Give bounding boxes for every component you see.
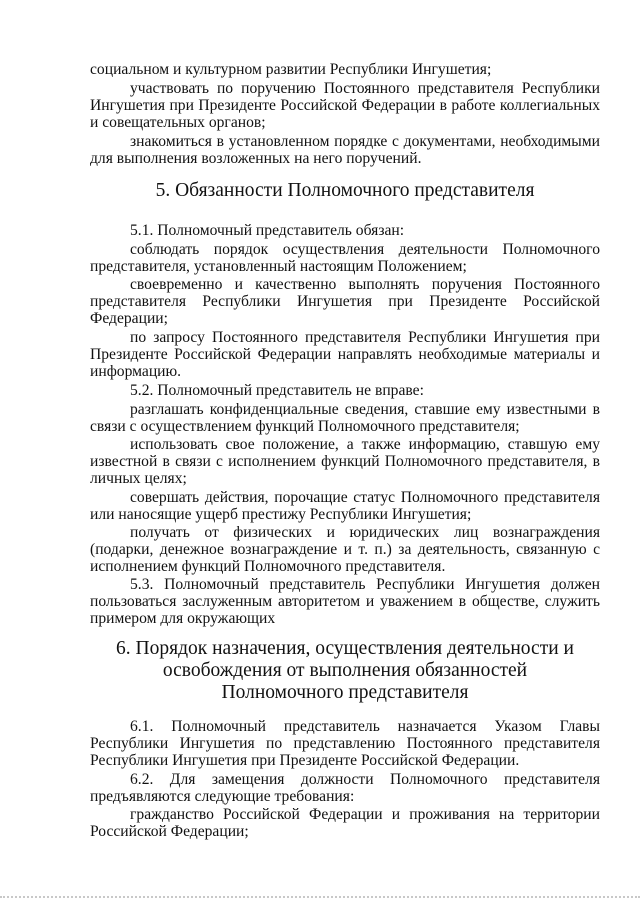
paragraph-5-2-c: совершать действия, порочащие статус Полномочного представителя или наносящие ущерб престижу Республики Ингушетия; (90, 489, 600, 523)
paragraph-6-1: 6.1. Полномочный представитель назначается Указом Главы Республики Ингушетия по представлению Постоянного представителя Республики Ингушетия при Президенте Российской Федерации. (90, 718, 600, 769)
paragraph-participate: участвовать по поручению Постоянного представителя Республики Ингушетия при Президенте Российской Федерации в работе коллегиальных и совещательных органов; (90, 80, 600, 131)
paragraph-continuation: социальном и культурном развитии Республики Ингушетия; (90, 61, 492, 78)
paragraph-5-3: 5.3. Полномочный представитель Республики Ингушетия должен пользоваться заслуженным авторитетом и уважением в обществе, служить примером для окружающих (90, 576, 600, 627)
scan-edge-line (0, 896, 640, 898)
section-heading-5: 5. Обязанности Полномочного представителя (155, 180, 535, 201)
paragraph-familiarize: знакомиться в установленном порядке с документами, необходимыми для выполнения возложенных на него поручений. (90, 133, 600, 167)
paragraph-5-1-b: своевременно и качественно выполнять поручения Постоянного представителя Республики Ингушетия при Президенте Российской Федерации; (90, 276, 600, 327)
paragraph-5-1: 5.1. Полномочный представитель обязан: (130, 222, 405, 239)
paragraph-5-2: 5.2. Полномочный представитель не вправе: (130, 382, 424, 399)
section-heading-6: 6. Порядок назначения, осуществления деятельности и освобождения от выполнения обязанностей Полномочного представителя (116, 638, 574, 703)
paragraph-6-2: 6.2. Для замещения должности Полномочного представителя предъявляются следующие требования: (90, 771, 600, 805)
paragraph-5-2-d: получать от физических и юридических лиц вознаграждения (подарки, денежное вознаграждение и т. п.) за деятельность, связанную с исполнением функций Полномочного представителя. (90, 524, 600, 575)
paragraph-5-2-b: использовать свое положение, а также информацию, ставшую ему известной в связи с исполнением функций Полномочного представителя, в личных целях; (90, 436, 600, 487)
paragraph-5-1-c: по запросу Постоянного представителя Республики Ингушетия при Президенте Российской Федерации направлять необходимые материалы и информацию. (90, 329, 600, 380)
paragraph-5-2-a: разглашать конфиденциальные сведения, ставшие ему известными в связи с осуществлением функций Полномочного представителя; (90, 401, 600, 435)
paragraph-6-2-a: гражданство Российской Федерации и проживания на территории Российской Федерации; (90, 806, 600, 840)
paragraph-5-1-a: соблюдать порядок осуществления деятельности Полномочного представителя, установленный настоящим Положением; (90, 241, 600, 275)
